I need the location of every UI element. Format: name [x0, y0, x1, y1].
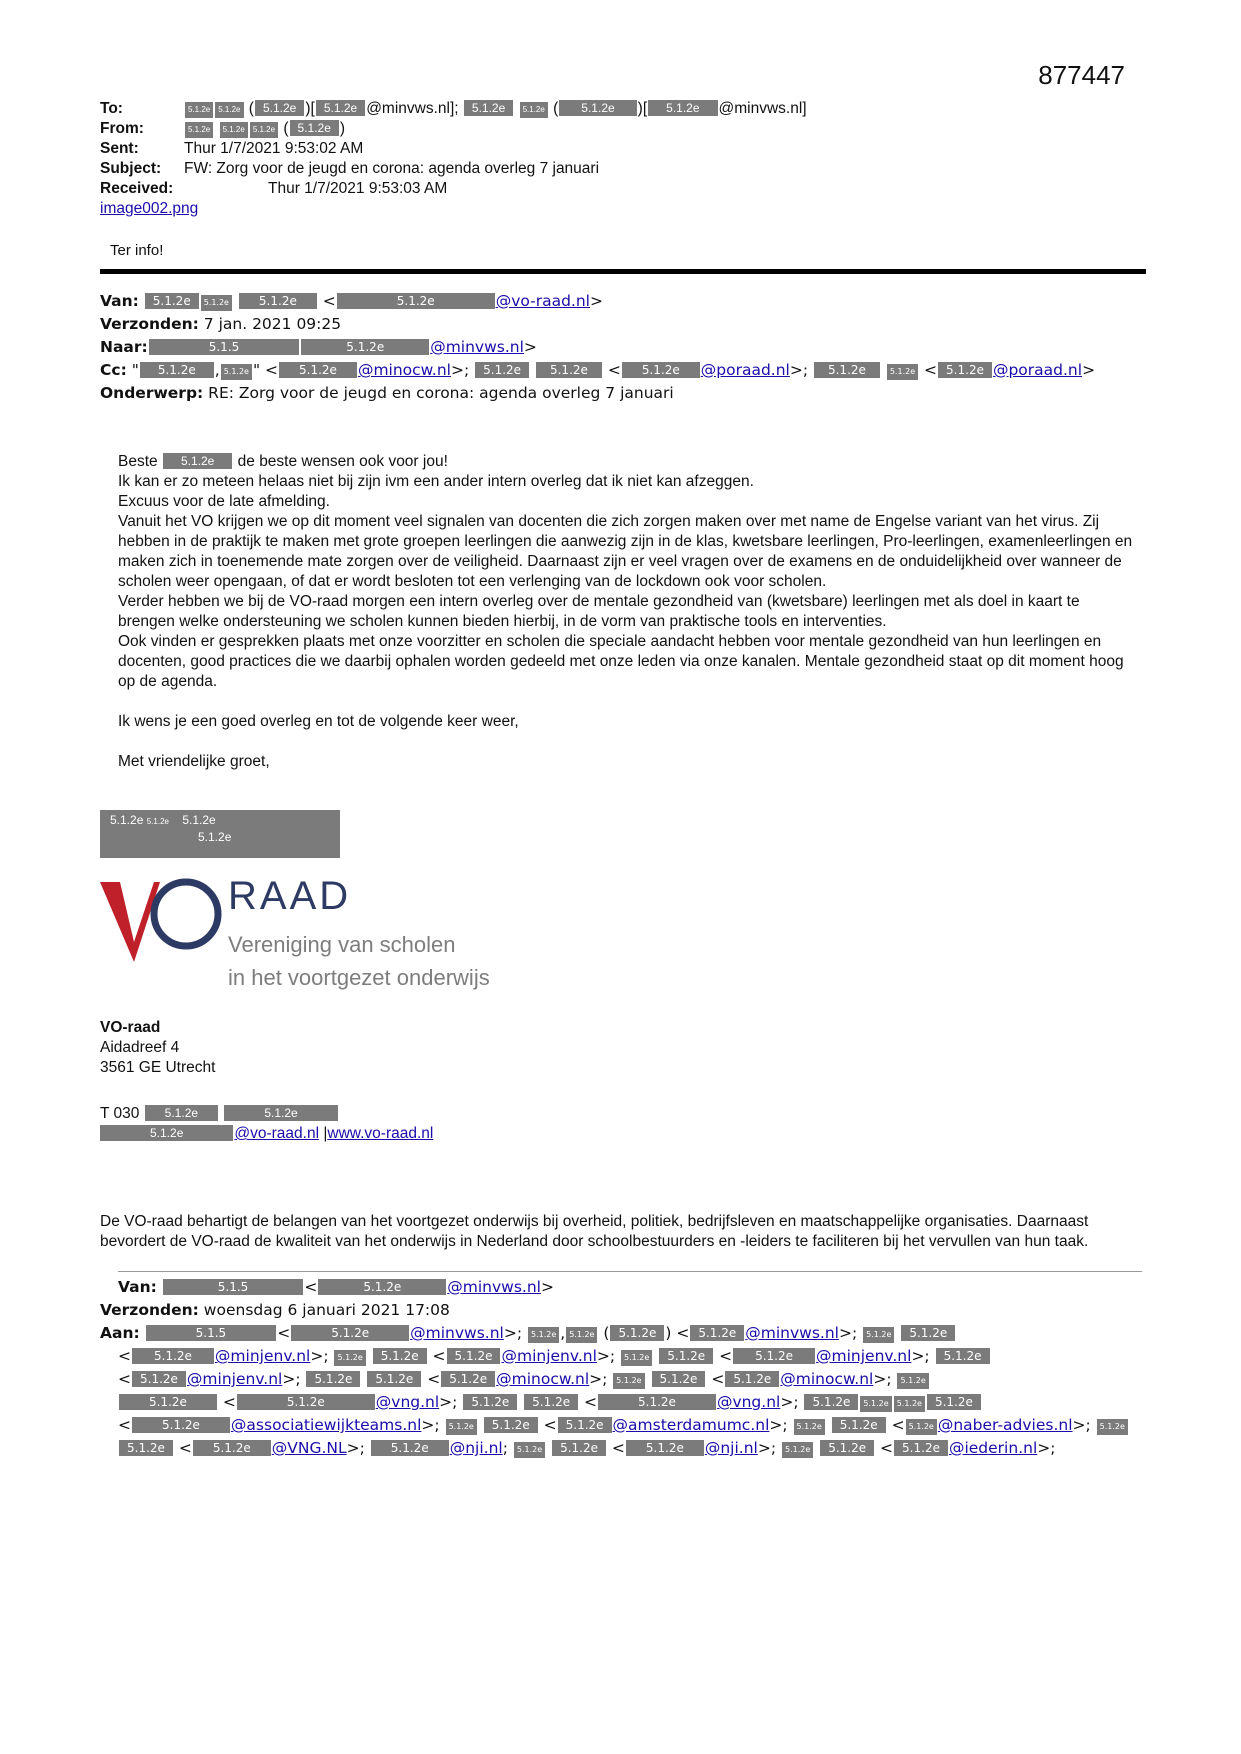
footer-disclaimer: De VO-raad behartigt de belangen van het voortgezet onderwijs bij overheid, politiek, bedrijfsleven en maatschappelijke organisaties. Daarnaast bevordert de VO-raad de kwaliteit van het onderwijs in Nederland door schoolbestuurders en -leiders te faciliteren bij het vervullen van hun taak. [100, 1213, 1089, 1250]
header-sent: Sent: Thur 1/7/2021 9:53:02 AM [100, 140, 364, 157]
logo-raad-text: RAAD [228, 874, 352, 918]
naar-email-link[interactable]: @minvws.nl [430, 338, 524, 356]
document-id: 877447 [1038, 60, 1125, 90]
separator-rule [100, 269, 1146, 274]
vo-raad-logo [98, 872, 498, 1007]
ter-info-note: Ter info! [110, 242, 164, 259]
cc-email-link-3[interactable]: @poraad.nl [992, 361, 1083, 379]
header-subject: Subject: FW: Zorg voor de jeugd en corona: agenda overleg 7 januari [100, 160, 600, 177]
forwarded-header: Van: 5.1.2e 5.1.2e 5.1.2e < 5.1.2e @vo-raad.nl> Verzonden: 7 jan. 2021 09:25 Naar: 5.1.5 5.1.2e @minvws.nl> Cc: " 5.1.2e , 5.1.2e " < 5.1.2e @minocw.nl>; 5.1.2e 5.1.2e < 5.1.2e @poraad.nl>; 5.1.2e 5.1.2e < 5.1.2e @poraad.nl> Onderwerp: RE: Zorg voor de jeugd en corona: agenda overleg 7 januari [100, 292, 1096, 402]
website-link[interactable]: www.vo-raad.nl [327, 1125, 434, 1142]
header-from: From: 5.1.2e 5.1.2e 5.1.2e ( 5.1.2e ) [100, 120, 346, 137]
header-received: Received: Thur 1/7/2021 9:53:03 AM [100, 180, 448, 197]
separator-line [118, 1271, 1142, 1272]
attachment-link[interactable]: image002.png [100, 200, 199, 217]
address-block: VO-raad Aidadreef 4 3561 GE Utrecht T 030 5.1.2e 5.1.2e 5.1.2e @vo-raad.nl |www.vo-raad.nl [100, 1019, 434, 1142]
cc-email-link-2[interactable]: @poraad.nl [700, 361, 790, 379]
signature-redaction: 5.1.2e 5.1.2e 5.1.2e 5.1.2e [100, 810, 340, 858]
sig-email-link[interactable]: @vo-raad.nl [234, 1125, 320, 1142]
email-header [100, 99, 807, 219]
message-body: Beste 5.1.2e de beste wensen ook voor jou! Ik kan er zo meteen helaas niet bij zijn ivm een ander intern overleg dat ik niet kan afzeggen. Excuus voor de late afmelding. Vanuit het VO krijgen we op dit moment veel signalen van docenten die zich zorgen maken over met name de Engelse variant van het virus. Zij hebben in de praktijk te maken met grote groepen leerlingen die aanwezig zijn in de klas, kwetsbare leerlingen, Pro-leerlingen, examenleerlingen en maken zich in toenemende mate zorgen over de veiligheid. Daarnaast zijn er veel vragen over de examens en de onduidelijkheid over wanneer de scholen weer opengaan, of dat er wordt besloten tot een verlenging van de lockdown ook voor scholen. Verder hebben we bij de VO-raad morgen een intern overleg over de mentale gezondheid van (kwetsbare) leerlingen met als doel in kaart te brengen welke ondersteuning we scholen kunnen bieden hierbij, in de vorm van praktische tools en interventies. Ook vinden er gesprekken plaats met onze voorzitter en scholen die speciale aandacht hebben voor mentale gezondheid van hun leerlingen en docenten, good practices die we daarbij ophalen worden gedeeld met onze leden via onze kanalen. Mentale gezondheid staat op dit moment hoog op de agenda. Ik wens je een goed overleg en tot de volgende keer weer, Met vriendelijke groet, [118, 453, 1133, 770]
logo-tagline-2: in het voortgezet onderwijs [228, 965, 490, 990]
cc-email-link-1[interactable]: @minocw.nl [357, 361, 451, 379]
original-header: Van: 5.1.5 < 5.1.2e @minvws.nl> Verzonden: woensdag 6 januari 2021 17:08 Aan: 5.1.5 < 5.1.2e @minvws.nl>; 5.1.2e , 5.1.2e ( 5.1.2e ) < 5.1.2e @minvws.nl>; 5.1.2e 5.1.2e < 5.1.2e @minjenv.nl>; 5.1.2e 5.1.2e < 5.1.2e @minjenv.nl>; 5.1.2e 5.1.2e < 5.1.2e @minjenv.nl>; 5.1.2e < 5.1.2e @minjenv.nl>; 5.1.2e 5.1.2e < 5.1.2e @minocw.nl>; 5.1.2e 5.1.2e < 5.1.2e @minocw.nl>; 5.1.2e 5.1.2e < 5.1.2e @vng.nl>; 5.1.2e 5.1.2e < 5.1.2e @vng.nl>; 5.1.2e 5.1.2e 5.1.2e 5.1.2e < 5.1.2e @associatiewijkteams.nl>; 5.1.2e 5.1.2e < 5.1.2e @amsterdamumc.nl>; 5.1.2e 5.1.2e < 5.1.2e @naber-advies.nl>; 5.1.2e 5.1.2e < 5.1.2e @VNG.NL>; 5.1.2e @nji.nl; 5.1.2e 5.1.2e < 5.1.2e @nji.nl>; 5.1.2e 5.1.2e < 5.1.2e @iederin.nl>; [100, 1276, 1129, 1460]
van-email-link[interactable]: @vo-raad.nl [495, 292, 590, 310]
orig-van-link[interactable]: @minvws.nl [447, 1278, 541, 1296]
header-to: To: 5.1.2e 5.1.2e ( 5.1.2e )[ 5.1.2e @minvws.nl]; 5.1.2e 5.1.2e ( 5.1.2e )[ 5.1.2e @minvws.nl] [100, 100, 807, 117]
logo-tagline-1: Vereniging van scholen [228, 932, 456, 957]
